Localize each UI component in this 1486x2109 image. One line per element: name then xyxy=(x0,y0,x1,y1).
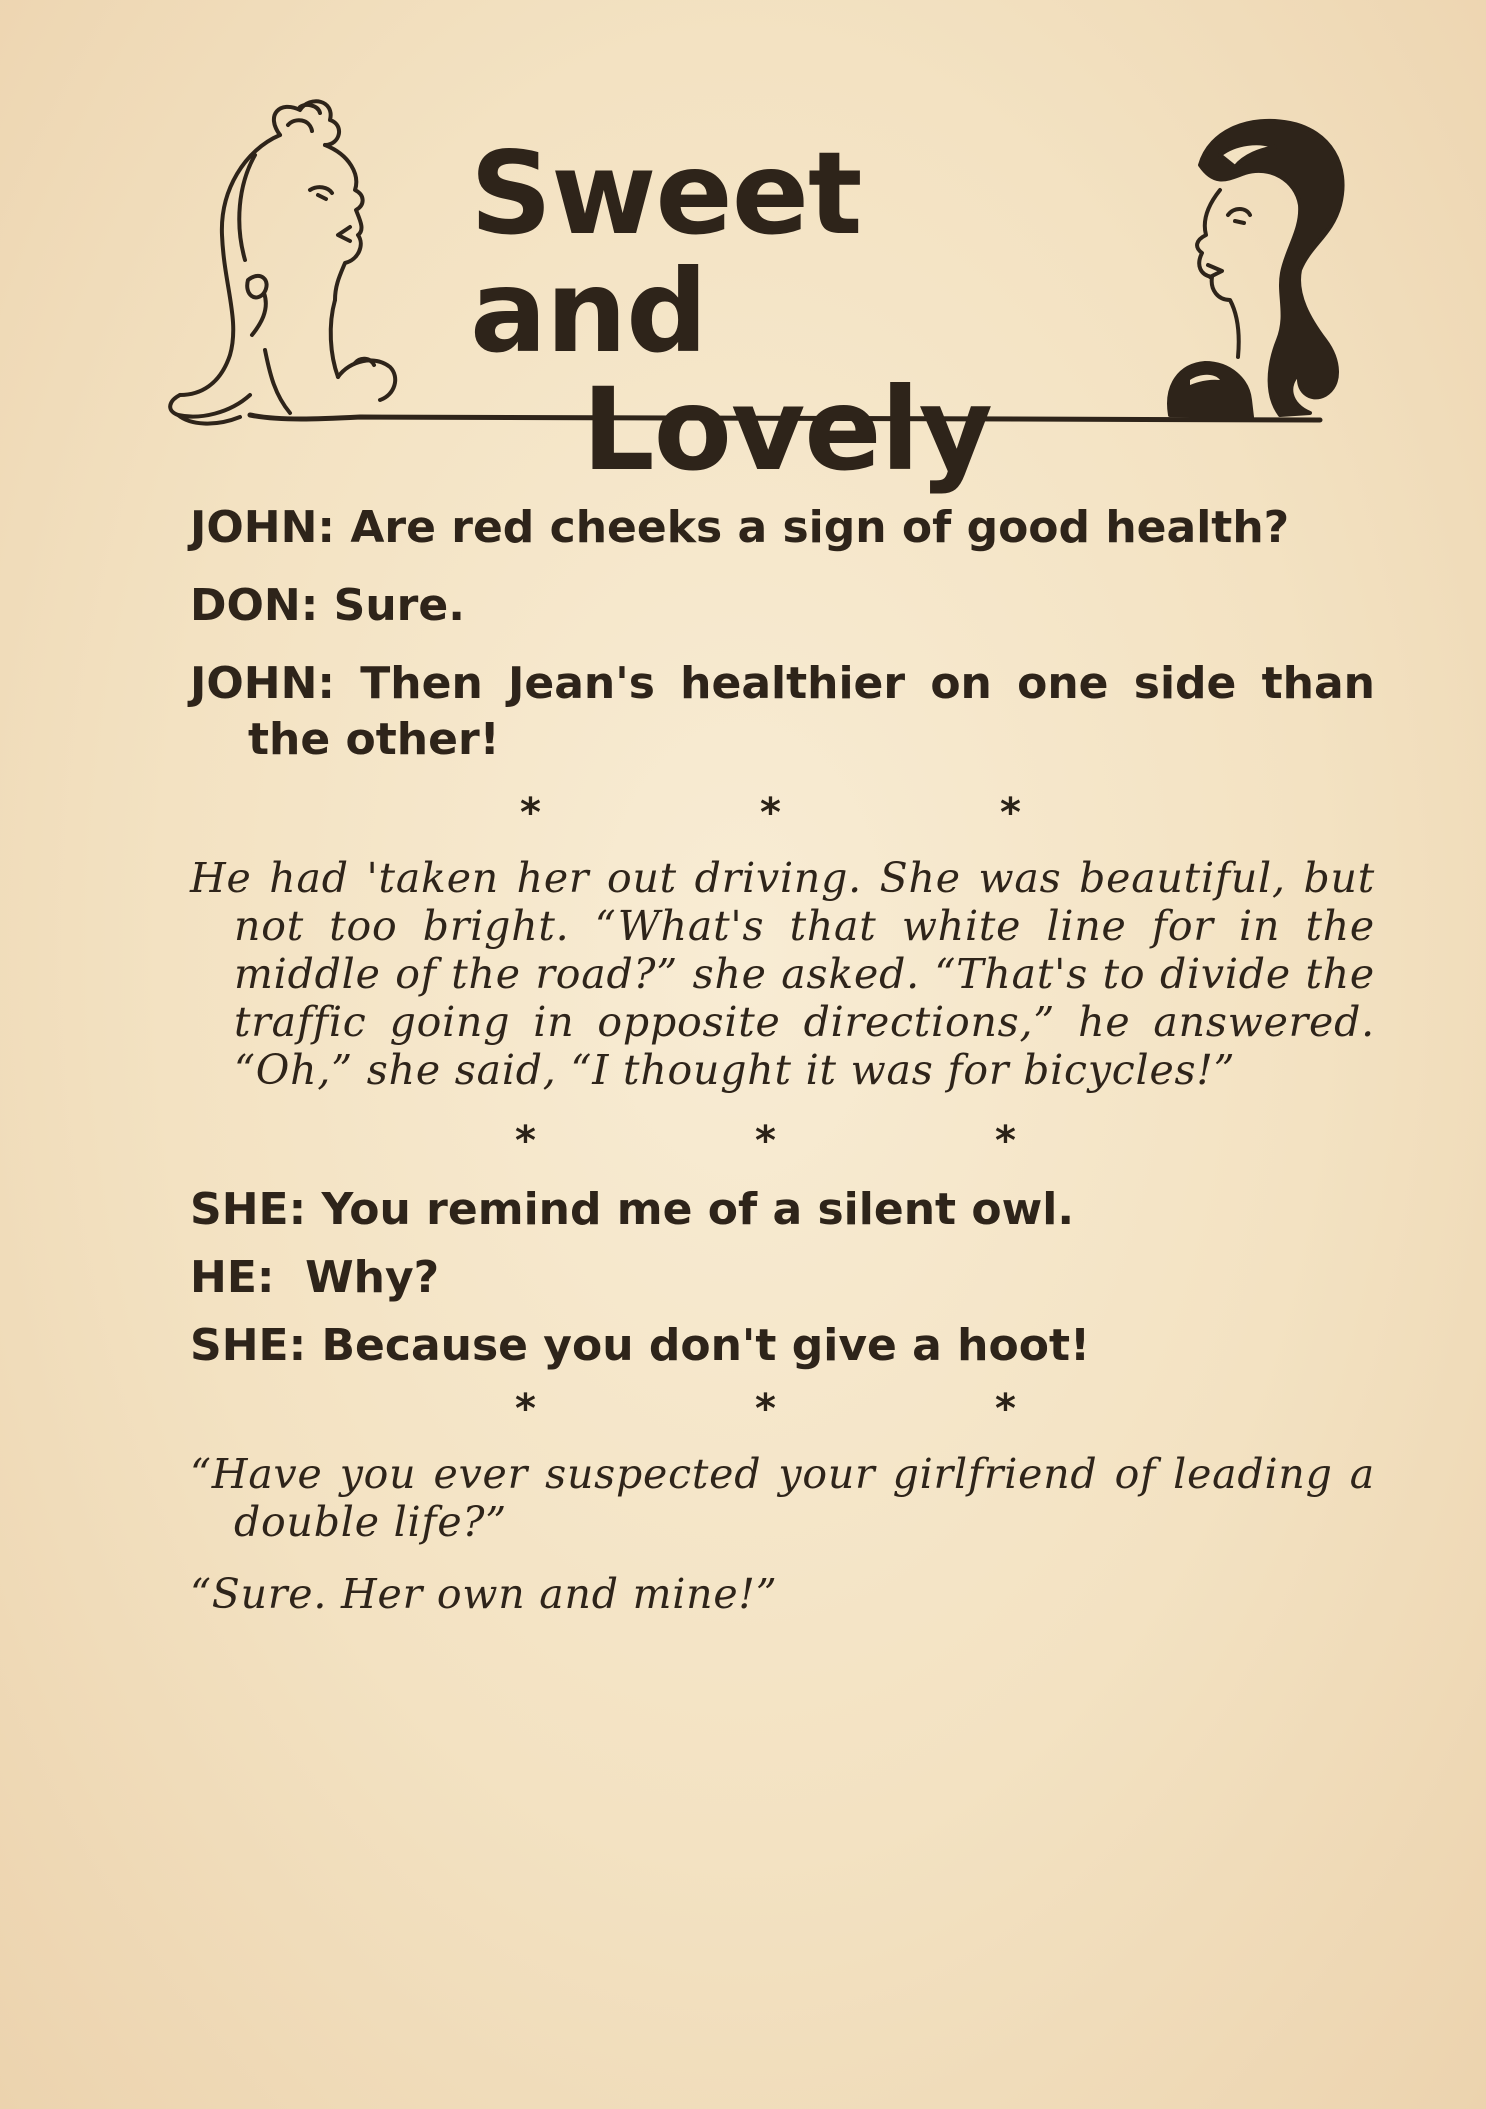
prose-question: “Have you ever suspected your girlfriend of leading a double life?” xyxy=(190,1450,1375,1546)
dialog-line: SHE: Because you don't give a hoot! xyxy=(190,1320,1091,1371)
separator-star: * xyxy=(995,1386,1016,1432)
joke-4 xyxy=(190,1450,1375,1618)
separator-star: * xyxy=(755,1118,776,1164)
prose-paragraph: He had 'taken her out driving. She was beautiful, but not too bright. “What's that white line for in the middle of the road?” she asked. “That's to divide the traffic going in opposite directions,” he answered. “Oh,” she said, “I thought it was for bicycles!” xyxy=(190,854,1375,1094)
separator-star: * xyxy=(755,1386,776,1432)
page-title xyxy=(460,127,1040,496)
dialog-line: HE: Why? xyxy=(190,1252,440,1303)
separator-star: * xyxy=(515,1118,536,1164)
header xyxy=(160,95,1440,496)
joke-3 xyxy=(190,1182,1375,1374)
joke-2 xyxy=(190,854,1375,1094)
separator xyxy=(190,1118,1375,1162)
separator xyxy=(190,790,1375,834)
separator-star: * xyxy=(995,1118,1016,1164)
girl-profile-right-illustration xyxy=(1169,121,1343,417)
separator-star: * xyxy=(515,1386,536,1432)
separator-star: * xyxy=(760,790,781,836)
joke-1 xyxy=(190,500,1375,768)
title-line-2: Lovely xyxy=(582,363,992,496)
prose-answer: “Sure. Her own and mine!” xyxy=(190,1570,778,1618)
dialog-line: DON: Sure. xyxy=(190,580,465,631)
separator-star: * xyxy=(520,790,541,836)
separator-star: * xyxy=(1000,790,1021,836)
separator xyxy=(190,1386,1375,1430)
title-line-1: Sweet and xyxy=(470,127,862,378)
dialog-line: JOHN: Are red cheeks a sign of good health? xyxy=(190,502,1290,553)
joke-list xyxy=(190,500,1375,1642)
dialog-line: JOHN: Then Jean's healthier on one side than the other! xyxy=(190,658,1375,765)
dialog-line: SHE: You remind me of a silent owl. xyxy=(190,1184,1075,1235)
